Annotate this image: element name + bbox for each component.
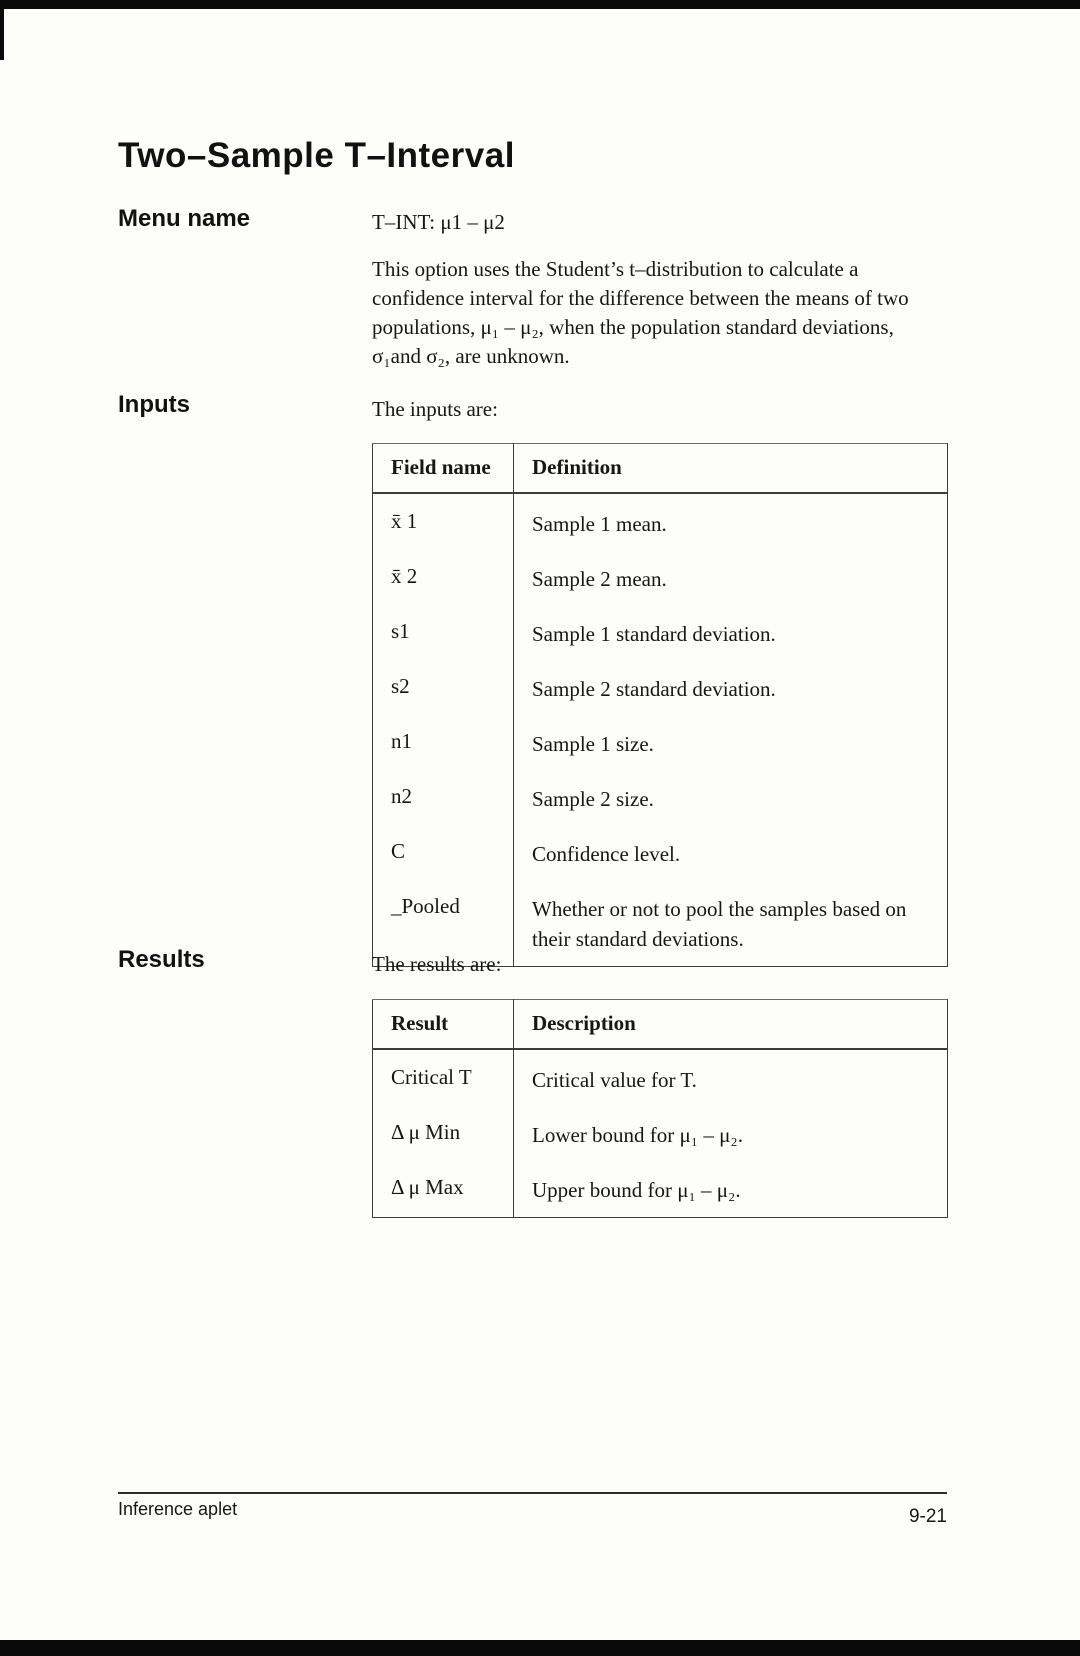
- scan-artifact-bottom: [0, 1640, 1080, 1656]
- section-label-results: Results: [118, 946, 205, 973]
- table-row: [373, 1162, 948, 1218]
- table-row: [373, 826, 948, 881]
- inputs-header-definition: Definition: [514, 444, 948, 494]
- footer-document-name: Inference aplet: [118, 1499, 238, 1519]
- input-definition: Sample 2 standard deviation.: [514, 661, 948, 716]
- result-name: Δ μ Max: [391, 1175, 464, 1199]
- table-row: [373, 716, 948, 771]
- results-table-header-row: [373, 1000, 948, 1050]
- footer-page-number: 9-21: [908, 1506, 947, 1527]
- inputs-table-header-row: [373, 444, 948, 494]
- scan-artifact-top: [0, 0, 1080, 9]
- input-field-name: n1: [391, 729, 412, 753]
- section-label-menu-name: Menu name: [118, 205, 251, 232]
- result-name: Δ μ Min: [391, 1120, 461, 1144]
- input-definition: Confidence level.: [514, 826, 948, 881]
- table-row: [373, 1107, 948, 1162]
- table-row: [373, 606, 948, 661]
- input-definition: Sample 2 size.: [514, 771, 948, 826]
- results-intro: The results are:: [372, 952, 502, 976]
- scan-artifact-left: [0, 0, 4, 60]
- result-description: Lower bound for μ₁ – μ₂.: [514, 1107, 948, 1162]
- input-field-name: n2: [391, 784, 412, 808]
- input-field-name: _Pooled: [391, 894, 460, 918]
- result-name: Critical T: [391, 1065, 472, 1089]
- table-row: [373, 661, 948, 716]
- input-field-name: x̄ 1: [391, 509, 418, 533]
- input-definition: Sample 1 standard deviation.: [514, 606, 948, 661]
- inputs-intro: The inputs are:: [372, 397, 498, 421]
- results-header-description: Description: [514, 1000, 948, 1050]
- table-row: [373, 771, 948, 826]
- results-header-result: Result: [373, 1000, 514, 1050]
- page-title: Two–Sample T–Interval: [118, 136, 515, 175]
- result-description: Upper bound for μ₁ – μ₂.: [514, 1162, 948, 1218]
- section-label-inputs: Inputs: [118, 391, 190, 418]
- table-row: [373, 1049, 948, 1107]
- table-row: [373, 551, 948, 606]
- footer-rule: [118, 1492, 947, 1494]
- menu-name-value: T–INT: μ1 – μ2: [372, 210, 505, 234]
- input-field-name: s1: [391, 619, 410, 643]
- result-description: Critical value for T.: [514, 1049, 948, 1107]
- input-field-name: s2: [391, 674, 410, 698]
- inputs-header-field-name: Field name: [373, 444, 514, 494]
- table-row: [373, 493, 948, 551]
- inputs-table: [372, 443, 948, 967]
- results-table: [372, 999, 948, 1218]
- input-definition: Sample 1 mean.: [514, 493, 948, 551]
- input-definition: Sample 1 size.: [514, 716, 948, 771]
- input-field-name: C: [391, 839, 406, 863]
- input-field-name: x̄ 2: [391, 564, 418, 588]
- menu-name-description: This option uses the Student’s t–distribution to calculate a confidence interval for the difference between the means of two populations, μ₁ – μ₂, when the population standard deviations, σ₁and σ₂, are unknown.: [372, 257, 909, 368]
- input-definition: Whether or not to pool the samples based on their standard deviations.: [514, 881, 948, 967]
- input-definition: Sample 2 mean.: [514, 551, 948, 606]
